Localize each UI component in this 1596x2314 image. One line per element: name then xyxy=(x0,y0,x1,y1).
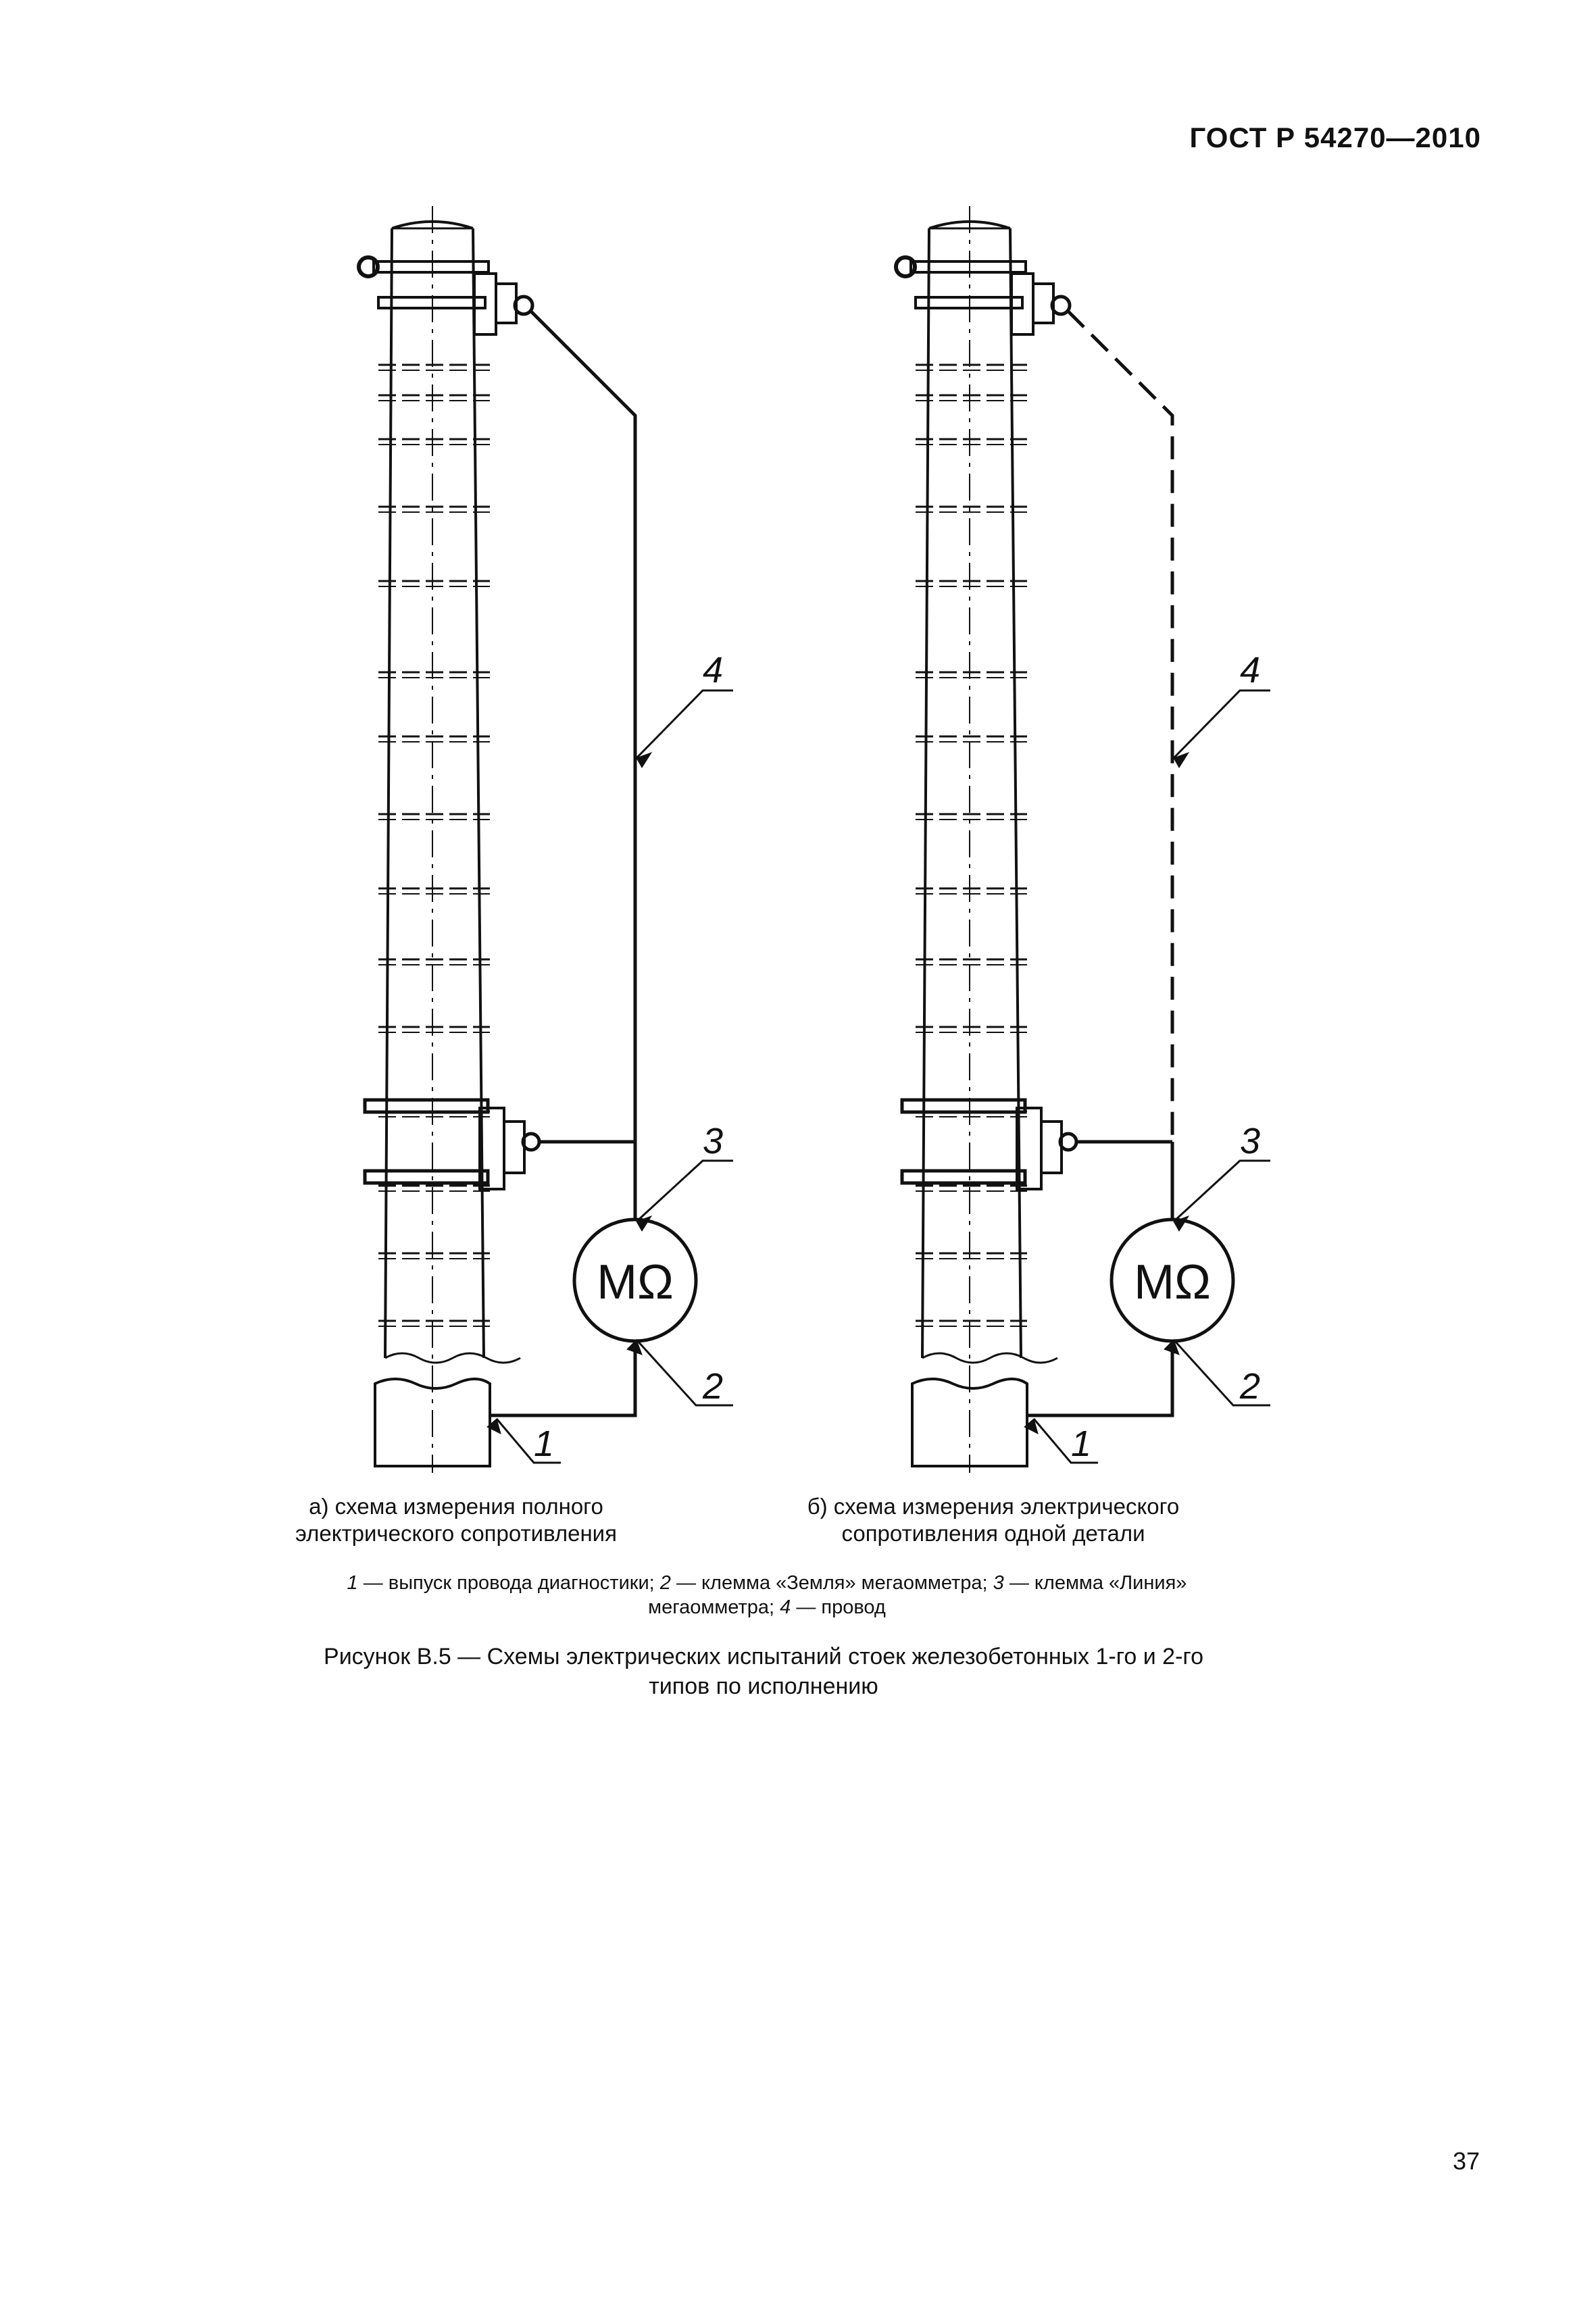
lower-clamp-rod-top xyxy=(902,1100,1025,1112)
legend-text-2: — клемма «Земля» мегаомметра; xyxy=(670,1572,993,1594)
lower-clamp-rod-top xyxy=(365,1100,488,1112)
panel-a-caption-line2: электрического сопротивления xyxy=(295,1521,617,1546)
panel-b-caption-line2: сопротивления одной детали xyxy=(841,1521,1145,1546)
panel-a-caption xyxy=(240,1493,672,1547)
wire-4 xyxy=(1068,311,1172,1142)
figure-legend xyxy=(257,1571,1277,1619)
panel-b-caption xyxy=(750,1493,1237,1547)
callout-2-number: 2 xyxy=(703,1366,724,1407)
callout-1-number: 1 xyxy=(1071,1424,1092,1464)
callout-4-number: 4 xyxy=(1240,650,1261,690)
lower-clamp-rod-bottom xyxy=(365,1171,488,1183)
document-standard-number: ГОСТ Р 54270—2010 xyxy=(1189,122,1481,153)
lower-clamp-rod-bottom xyxy=(902,1171,1025,1183)
lower-clamp-nut xyxy=(1041,1122,1062,1173)
callout-1-number: 1 xyxy=(534,1424,555,1464)
pole-break-line xyxy=(922,1353,1057,1363)
legend-line1 xyxy=(257,1571,1277,1595)
callout-4-number: 4 xyxy=(703,650,724,690)
figure-caption-line1: Рисунок В.5 — Схемы электрических испытаний стоек железобетонных 1-го и 2-го xyxy=(324,1644,1203,1669)
earth-wire xyxy=(1027,1341,1172,1415)
pole-left-edge xyxy=(922,228,929,1358)
lower-clamp-nut xyxy=(504,1122,524,1173)
callout-3-leader xyxy=(1174,1161,1270,1222)
panel-b-caption-line1: б) схема измерения электрического xyxy=(807,1494,1180,1519)
legend-num-1: 1 xyxy=(347,1572,358,1594)
callout-3-number: 3 xyxy=(1240,1121,1261,1161)
top-clamp-nut xyxy=(1033,284,1053,323)
figure-caption xyxy=(243,1642,1284,1701)
legend-text-3: — клемма «Линия» xyxy=(1003,1572,1187,1594)
callout-2-number: 2 xyxy=(1240,1366,1261,1407)
earth-wire xyxy=(490,1341,635,1415)
legend-text-3-cont: мегаомметра; xyxy=(648,1596,780,1618)
legend-text-4: — провод xyxy=(791,1596,886,1618)
callout-4-leader xyxy=(1174,690,1270,758)
pole-break-line xyxy=(385,1353,520,1363)
page-number: 37 xyxy=(1452,2147,1480,2175)
megohmmeter-symbol: MΩ xyxy=(597,1255,674,1309)
panel-a-diagram xyxy=(359,206,733,1473)
callout-3-leader xyxy=(637,1161,733,1222)
panel-b-diagram xyxy=(896,206,1270,1473)
legend-num-3: 3 xyxy=(993,1572,1004,1594)
panel-a-caption-line1: а) схема измерения полного xyxy=(309,1494,603,1519)
legend-num-4: 4 xyxy=(780,1596,791,1618)
callout-4-leader xyxy=(637,690,733,758)
legend-num-2: 2 xyxy=(659,1572,671,1594)
legend-text-1: — выпуск провода диагностики; xyxy=(357,1572,660,1594)
top-clamp-nut xyxy=(496,284,516,323)
megohmmeter-symbol: MΩ xyxy=(1134,1255,1211,1309)
figure-caption-line2: типов по исполнению xyxy=(649,1674,878,1699)
wire-4 xyxy=(530,311,635,1142)
pole-left-edge xyxy=(385,228,392,1358)
legend-line2 xyxy=(257,1595,1277,1619)
callout-3-number: 3 xyxy=(703,1121,724,1161)
